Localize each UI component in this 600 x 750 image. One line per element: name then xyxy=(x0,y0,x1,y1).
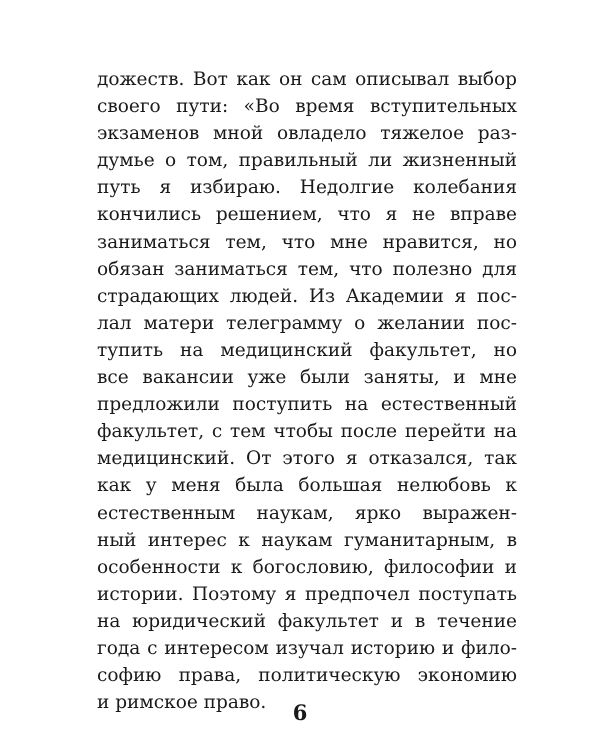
text-line: ный интерес к наукам гуманитарным, в xyxy=(97,529,517,551)
text-line: года с интересом изучал историю и фило- xyxy=(97,637,517,659)
text-line: особенности к богословию, философии и xyxy=(97,556,517,578)
text-line: медицинский. От этого я отказался, так xyxy=(97,448,517,470)
text-line: истории. Поэтому я предпочел поступать xyxy=(97,583,517,605)
text-line: естественным наукам, ярко выражен- xyxy=(97,502,517,524)
text-line: своего пути: «Во время вступительных xyxy=(97,96,517,118)
text-line: на юридический факультет и в течение xyxy=(97,610,517,632)
text-line: софию права, политическую экономию xyxy=(97,665,517,687)
text-line: лал матери телеграмму о желании пос- xyxy=(97,312,517,334)
text-line: как у меня была большая нелюбовь к xyxy=(97,475,517,497)
text-line: дожеств. Вот как он сам описывал выбор xyxy=(97,69,517,90)
text-line: обязан заниматься тем, что полезно для xyxy=(97,258,517,280)
page-number: 6 xyxy=(292,700,308,725)
body-text xyxy=(97,66,517,716)
text-line: думье о том, правильный ли жизненный xyxy=(97,150,517,172)
text-line: путь я избираю. Недолгие колебания xyxy=(97,177,517,199)
text-line: предложили поступить на естественный xyxy=(97,394,517,416)
text-line: тупить на медицинский факультет, но xyxy=(97,339,517,361)
text-line: заниматься тем, что мне нравится, но xyxy=(97,231,517,253)
text-line: экзаменов мной овладело тяжелое раз- xyxy=(97,123,517,145)
text-line: и римское право. xyxy=(97,692,267,714)
text-line: все вакансии уже были заняты, и мне xyxy=(97,367,517,389)
text-line: страдающих людей. Из Академии я пос- xyxy=(97,285,517,307)
text-line: кончились решением, что я не вправе xyxy=(97,204,517,226)
text-line: факультет, с тем чтобы после перейти на xyxy=(97,421,517,443)
